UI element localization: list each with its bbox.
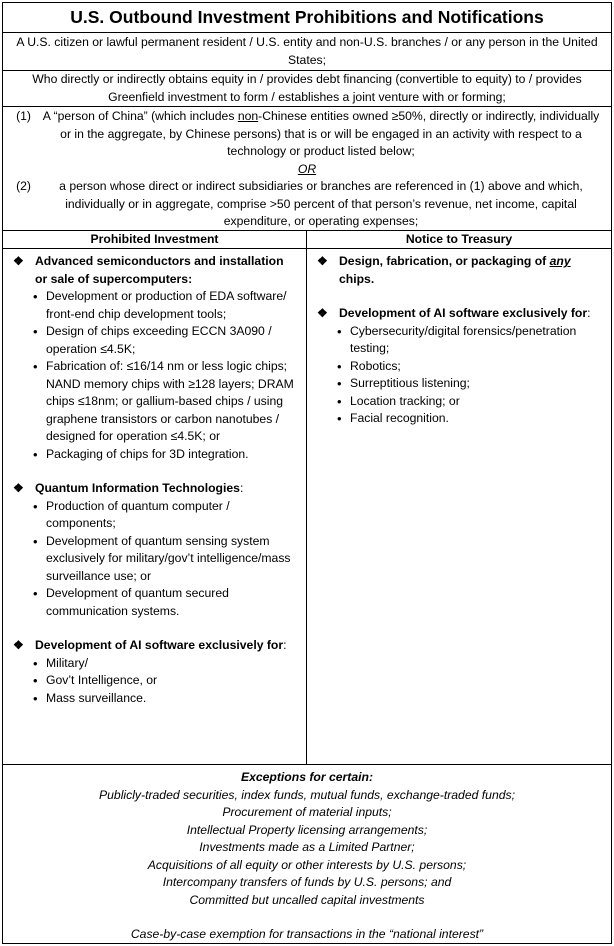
- exception-item: Acquisitions of all equity or other interests by U.S. persons;: [147, 857, 467, 872]
- list-item: • Development of quantum sensing system exclusively for military/gov’t intelligence/mass surveillance use; or: [33, 533, 298, 586]
- list-item: • Location tracking; or: [337, 393, 603, 411]
- notice-column: [307, 231, 611, 764]
- condition-2-number: (2): [16, 179, 31, 193]
- list-item: • Robotics;: [337, 358, 603, 376]
- action-clause: Who directly or indirectly obtains equity in / provides debt financing (convertible to equity) to / provides Greenfield investment to form / establishes a joint venture with or forming;: [3, 71, 611, 107]
- list-item: • Cybersecurity/digital forensics/penetration testing;: [337, 323, 603, 358]
- exception-item: Intercompany transfers of funds by U.S. persons; and: [162, 875, 452, 889]
- semiconductors-list: [33, 288, 298, 463]
- notice-ai-heading: ❖ Development of AI software exclusively for:: [317, 305, 603, 323]
- diamond-bullet-icon: ❖: [13, 254, 24, 268]
- list-item: • Gov’t Intelligence, or: [33, 672, 298, 690]
- list-item: • Military/: [33, 655, 298, 673]
- exception-item: Procurement of material inputs;: [222, 805, 392, 819]
- diamond-bullet-icon: ❖: [317, 254, 328, 268]
- or-separator: OR: [297, 161, 317, 176]
- non-underlined: non: [237, 109, 259, 123]
- exception-item: Committed but uncalled capital investments: [189, 892, 425, 907]
- prohibited-column: [3, 231, 307, 764]
- document: [2, 2, 612, 944]
- semiconductors-heading: ❖ Advanced semiconductors and installation or sale of supercomputers:: [13, 253, 298, 288]
- list-item: • Fabrication of: ≤16/14 nm or less logic chips; NAND memory chips with ≥128 layers; DRAM chips ≤18nm; or gallium-based chips / using graphene transistors or carbon nanotubes / designed for operation ≤4.5K; or: [33, 358, 298, 446]
- list-item: • Development of quantum secured communication systems.: [33, 585, 298, 620]
- list-item: • Packaging of chips for 3D integration.: [33, 446, 298, 464]
- exceptions-header: Exceptions for certain:: [240, 770, 374, 784]
- who-clause: A U.S. citizen or lawful permanent resident / U.S. entity and non-U.S. branches / or any person in the United States;: [3, 33, 611, 71]
- list-item: • Surreptitious listening;: [337, 375, 603, 393]
- condition-2-text: a person whose direct or indirect subsidiaries or branches are referenced in (1) above and which, individually or in aggregate, comprise >50 percent of that person’s revenue, net income, capital expenditure, or operating expenses;: [59, 179, 583, 228]
- chips-heading: ❖ Design, fabrication, or packaging of any chips.: [317, 253, 603, 288]
- exception-item: Publicly-traded securities, index funds, mutual funds, exchange-traded funds;: [99, 787, 515, 802]
- exception-item: Intellectual Property licensing arrangements;: [186, 822, 428, 837]
- diamond-bullet-icon: ❖: [13, 481, 24, 495]
- conditions-section: [3, 107, 611, 231]
- page-title: U.S. Outbound Investment Prohibitions and Notifications: [3, 3, 611, 33]
- case-by-case-note: Case-by-case exemption for transactions in the “national interest”: [130, 927, 484, 941]
- two-column-table: [3, 231, 611, 765]
- prohibited-ai-heading: ❖ Development of AI software exclusively for:: [13, 637, 298, 655]
- exceptions-section: [3, 765, 611, 943]
- exception-item: Investments made as a Limited Partner;: [199, 840, 415, 854]
- condition-1-text: A “person of China” (which includes non-Chinese entities owned ≥50%, directly or indirectly, individually or in the aggregate, by Chinese persons) that is or will be engaged in an activity with respect to a technology or product listed below;: [42, 109, 600, 158]
- notice-header: Notice to Treasury: [307, 231, 611, 249]
- list-item: • Mass surveillance.: [33, 690, 298, 708]
- condition-2: [11, 178, 603, 231]
- prohibited-ai-list: [33, 655, 298, 708]
- prohibited-header: Prohibited Investment: [3, 231, 306, 249]
- notice-ai-list: [337, 323, 603, 428]
- condition-1-number: (1): [16, 109, 31, 123]
- list-item: • Production of quantum computer / components;: [33, 498, 298, 533]
- list-item: • Facial recognition.: [337, 410, 603, 428]
- list-item: • Design of chips exceeding ECCN 3A090 / operation ≤4.5K;: [33, 323, 298, 358]
- quantum-heading: ❖ Quantum Information Technologies:: [13, 480, 298, 498]
- list-item: • Development or production of EDA software/ front-end chip development tools;: [33, 288, 298, 323]
- diamond-bullet-icon: ❖: [317, 306, 328, 320]
- diamond-bullet-icon: ❖: [13, 638, 24, 652]
- quantum-list: [33, 498, 298, 621]
- condition-1: [11, 108, 603, 161]
